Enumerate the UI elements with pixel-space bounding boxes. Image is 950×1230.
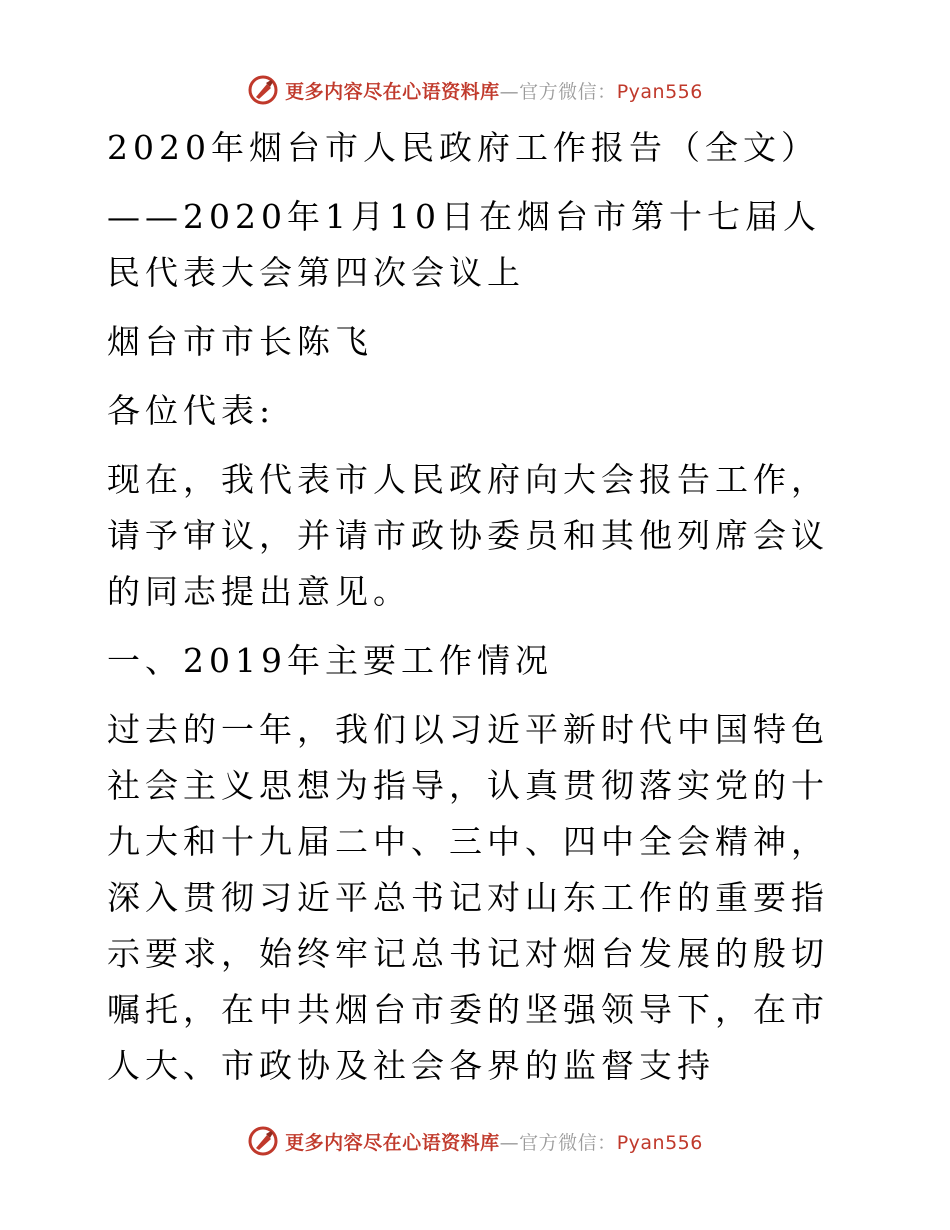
watermark-wechat-id: Pyan556 [616,1131,703,1154]
watermark-dash: — [499,80,520,103]
header-watermark [0,70,950,110]
salutation: 各位代表: [107,391,276,430]
section-heading: 一、2019年主要工作情况 [107,641,553,680]
document-subtitle: ——2020年1月10日在烟台市第十七届人民代表大会第四次会议上 [107,197,821,292]
watermark-official-label: 官方微信： [519,1131,617,1154]
watermark-dash: — [499,1131,520,1154]
watermark-text [285,77,703,104]
pen-nib-circle-icon [247,1125,279,1157]
document-body [97,120,857,1107]
document-title: 2020年烟台市人民政府工作报告（全文） [107,128,819,167]
watermark-text [285,1128,703,1155]
section-body-paragraph: 过去的一年，我们以习近平新时代中国特色社会主义思想为指导，认真贯彻落实党的十九大和十九届二中、三中、四中全会精神，深入贯彻习近平总书记对山东工作的重要指示要求，始终牢记总书记对烟台发展的殷切嘱托，在中共烟台市委的坚强领导下，在市人大、市政协及社会各界的监督支持 [107,710,829,1085]
footer-watermark [0,1121,950,1161]
watermark-official-label: 官方微信： [519,80,617,103]
speaker-line: 烟台市市长陈飞 [107,322,373,361]
watermark-brand: 更多内容尽在心语资料库 [285,1131,500,1154]
watermark-wechat-id: Pyan556 [616,80,703,103]
intro-paragraph: 现在，我代表市人民政府向大会报告工作，请予审议，并请市政协委员和其他列席会议的同志提出意见。 [107,460,829,611]
pen-nib-circle-icon [247,74,279,106]
watermark-brand: 更多内容尽在心语资料库 [285,80,500,103]
